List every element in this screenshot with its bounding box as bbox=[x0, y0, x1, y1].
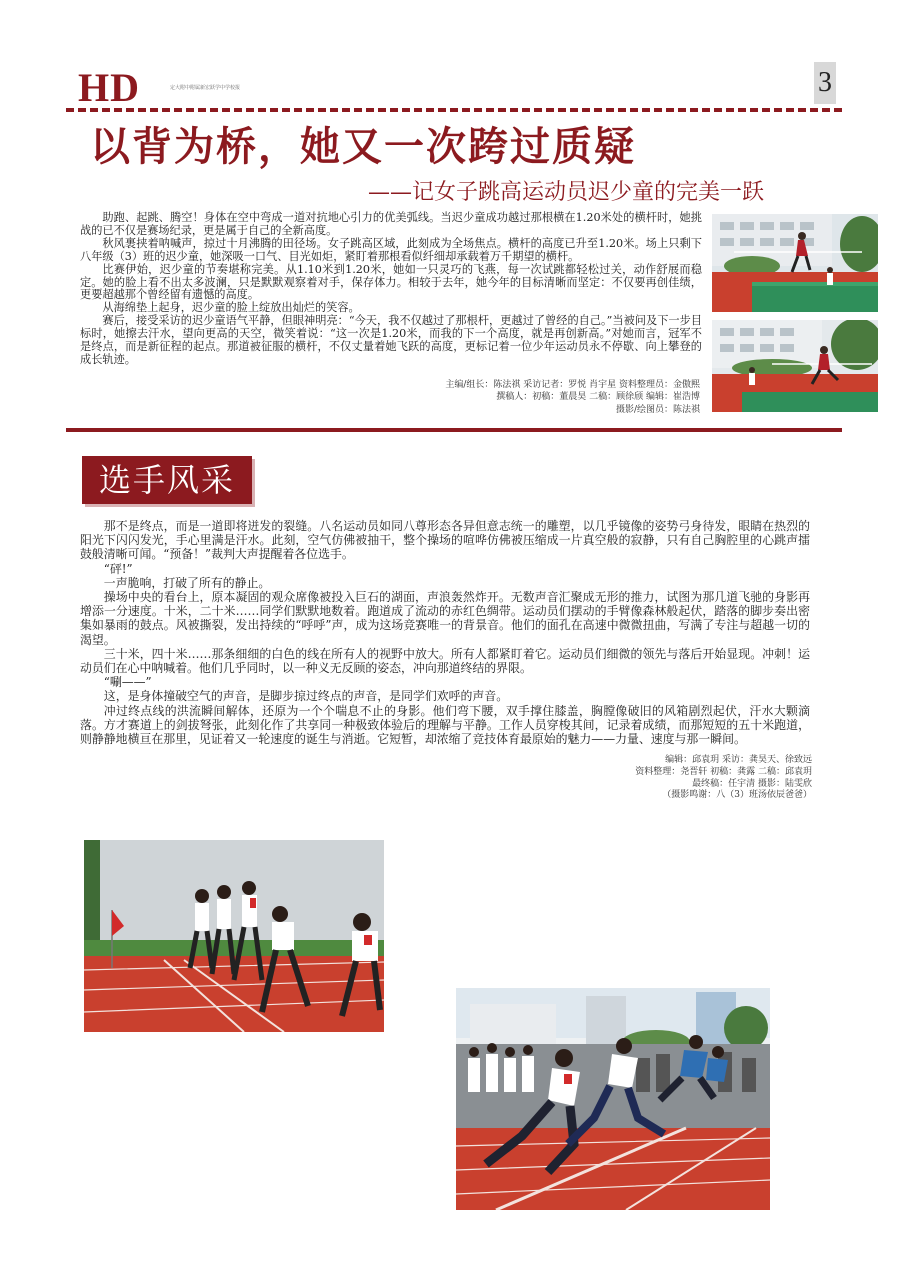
article-paragraph: 秋风裹挟着呐喊声，掠过十月沸腾的田径场。女子跳高区域，此刻成为全场焦点。横杆的高度已升至1.20米。场上只剩下八年级（3）班的迟少童，她深吸一口气、目光如炬，紧盯着那根看似纤细却承载着万千期望的横杆。 bbox=[80, 236, 702, 263]
article-credits bbox=[360, 379, 700, 416]
section-paragraph: 这，是身体撞破空气的声音，是脚步掠过终点的声音，是同学们欢呼的声音。 bbox=[103, 689, 509, 704]
newspaper-logo: HD bbox=[78, 65, 140, 110]
section-body bbox=[80, 519, 810, 746]
section-paragraph: 操场中央的看台上，原本凝固的观众席像被投入巨石的湖面，声浪轰然炸开。无数声音汇聚成无形的推力，试图为那几道飞驰的身影再增添一分速度。十米，二十米……同学们默默地数着。跑道成了流动的赤红色绸带。运动员们摆动的手臂像森林般起伏，踏落的脚步奏出密集如暴雨的鼓点。风被撕裂，发出持续的“呼呼”声，成为这场竞赛唯一的背景音。他们的面孔在高速中微微扭曲，写满了专注与超越一切的渴望。 bbox=[80, 590, 810, 647]
section-divider bbox=[66, 428, 842, 432]
section-credits bbox=[420, 755, 812, 802]
high-jump-photo-1 bbox=[712, 214, 878, 312]
credit-line: 最终稿：任宇清 摄影：陆雯欣 bbox=[692, 778, 812, 789]
section-paragraph: “唰——” bbox=[103, 675, 152, 690]
section-paragraph: 三十米，四十米……那条细细的白色的线在所有人的视野中放大。所有人都紧盯着它。运动员们细微的领先与落后开始显现。冲刺！运动员们在心中呐喊着。他们几乎同时，以一种义无反顾的姿态，冲向那道终结的界限。 bbox=[80, 646, 810, 676]
header-dashed-divider bbox=[66, 108, 842, 112]
credit-line: （摄影鸣谢：八（3）班汤依辰爸爸） bbox=[662, 790, 812, 801]
credit-line: 主编/组长：陈法祺 采访记者：罗悦 肖宇星 资料整理员：金傲熙 bbox=[445, 380, 700, 390]
article-title: 以背为桥，她又一次跨过质疑 bbox=[90, 123, 636, 170]
girls-start-line-photo bbox=[84, 840, 384, 1032]
article-paragraph: 赛后，接受采访的迟少童语气平静，但眼神明亮：“今天，我不仅越过了那根杆，更越过了曾经的自己。”当被问及下一步目标时，她擦去汗水，望向更高的天空，微笑着说：“这一次是1.20米，而我的下一个高度，就是再创新高。”对她而言，冠军不是终点，而是新征程的起点。那道被征服的横杆，不仅丈量着她飞跃的高度，更标记着一位少年运动员永不停歇、向上攀登的成长轨迹。 bbox=[80, 314, 702, 366]
article-subtitle: ——记女子跳高运动员迟少童的完美一跃 bbox=[368, 180, 765, 205]
credit-line: 摄影/绘图员：陈法祺 bbox=[615, 404, 700, 415]
section-paragraph: 冲过终点线的洪流瞬间解体，还原为一个个喘息不止的身影。他们弯下腰，双手撑住膝盖，胸膛像破旧的风箱剧烈起伏，汗水大颗滴落。方才赛道上的剑拔弩张，此刻化作了共享同一种极致体验后的理解与平静。工作人员穿梭其间，记录着成绩，而那短短的五十米跑道，则静静地横亘在那里，见证着又一轮速度的诞生与消逝。它短暂，却浓缩了竞技体育最原始的魅力——力量、速度与那一瞬间。 bbox=[80, 703, 810, 747]
article-paragraph: 从海绵垫上起身，迟少童的脸上绽放出灿烂的笑容。 bbox=[102, 301, 360, 315]
school-line: 定大附中附属新宏跃学中学校报 bbox=[170, 85, 241, 91]
article-body bbox=[80, 212, 702, 367]
page-number: 3 bbox=[814, 62, 836, 104]
section-paragraph: 那不是终点，而是一道即将迸发的裂缝。八名运动员如同八尊形态各异但意志统一的雕塑，以几乎镜像的姿势弓身待发，眼睛在热烈的阳光下闪闪发光，手心里满是汗水。此刻，空气仿佛被抽干，整个操场的喧哗仿佛被压缩成一片真空般的寂静，只有自己胸腔里的心跳声擂鼓般清晰可闻。“预备！”裁判大声提醒着各位选手。 bbox=[80, 519, 810, 562]
article-paragraph: 助跑、起跳、腾空！身体在空中弯成一道对抗地心引力的优美弧线。当迟少童成功越过那根横在1.20米处的横杆时，她挑战的已不仅是赛场纪录，更是属于自己的全新高度。 bbox=[80, 211, 702, 237]
high-jump-photo-2 bbox=[712, 320, 878, 412]
section-heading: 选手风采 bbox=[82, 456, 252, 504]
article-paragraph: 比赛伊始，迟少童的节奏堪称完美。从1.10米到1.20米，她如一只灵巧的飞燕，每一次试跳都轻松过关，动作舒展而稳定。她的脸上看不出太多波澜，只是默默观察着对手，保存体力。相较于去年，她今年的目标清晰而坚定：不仅要再创佳绩，更要超越那个曾经留有遗憾的高度。 bbox=[80, 262, 702, 302]
credit-line: 资料整理：尧晋轩 初稿：龚露 二稿：邱袁玥 bbox=[635, 766, 812, 777]
boys-sprint-photo bbox=[456, 988, 770, 1210]
credit-line: 撰稿人：初稿：董晨昊 二稿：顾徐颀 编辑：崔浩博 bbox=[496, 392, 700, 403]
section-paragraph: 一声脆响，打破了所有的静止。 bbox=[103, 575, 271, 590]
section-paragraph: “砰!” bbox=[103, 561, 133, 576]
credit-line: 编辑：邱袁玥 采访：龚昊天、徐致远 bbox=[665, 755, 812, 765]
